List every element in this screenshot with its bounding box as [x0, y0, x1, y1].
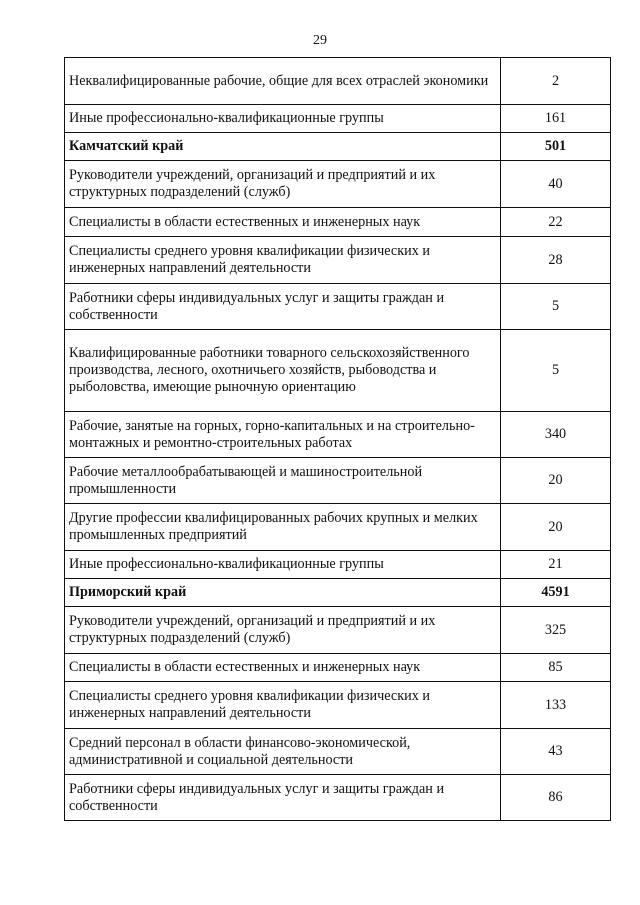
region-name: Приморский край: [65, 579, 501, 607]
count-value: 43: [501, 729, 611, 775]
occupation-group-label: Руководители учреждений, организаций и предприятий и их структурных подразделений (служб): [65, 161, 501, 208]
occupation-group-label: Рабочие металлообрабатывающей и машиностроительной промышленности: [65, 458, 501, 504]
table-row: [65, 504, 611, 551]
count-value: 28: [501, 237, 611, 284]
table-row: [65, 654, 611, 682]
count-value: 133: [501, 682, 611, 729]
data-table: [64, 57, 611, 821]
table-row: [65, 775, 611, 821]
count-value: 5: [501, 284, 611, 330]
occupation-group-label: Специалисты среднего уровня квалификации физических и инженерных направлений деятельности: [65, 682, 501, 729]
table-row: [65, 412, 611, 458]
occupation-group-label: Специалисты в области естественных и инженерных наук: [65, 654, 501, 682]
occupation-group-label: Иные профессионально-квалификационные группы: [65, 551, 501, 579]
table-row: [65, 607, 611, 654]
count-value: 40: [501, 161, 611, 208]
occupation-group-label: Работники сферы индивидуальных услуг и защиты граждан и собственности: [65, 775, 501, 821]
occupation-group-label: Квалифицированные работники товарного сельскохозяйственного производства, лесного, охотничьего хозяйств, рыбоводства и рыболовства, имеющие рыночную ориентацию: [65, 330, 501, 412]
occupation-group-label: Средний персонал в области финансово-экономической, административной и социальной деятельности: [65, 729, 501, 775]
region-row: [65, 579, 611, 607]
count-value: 86: [501, 775, 611, 821]
region-total-value: 4591: [501, 579, 611, 607]
count-value: 85: [501, 654, 611, 682]
table-row: [65, 729, 611, 775]
occupation-group-label: Другие профессии квалифицированных рабочих крупных и мелких промышленных предприятий: [65, 504, 501, 551]
table-row: [65, 458, 611, 504]
table-row: [65, 284, 611, 330]
table-row: [65, 237, 611, 284]
region-total-value: 501: [501, 133, 611, 161]
occupation-group-label: Специалисты среднего уровня квалификации физических и инженерных направлений деятельности: [65, 237, 501, 284]
count-value: 20: [501, 504, 611, 551]
occupation-group-label: Иные профессионально-квалификационные группы: [65, 105, 501, 133]
occupation-group-label: Рабочие, занятые на горных, горно-капитальных и на строительно-монтажных и ремонтно-строительных работах: [65, 412, 501, 458]
count-value: 340: [501, 412, 611, 458]
region-row: [65, 133, 611, 161]
count-value: 325: [501, 607, 611, 654]
table-row: [65, 161, 611, 208]
page-number: 29: [313, 33, 327, 48]
occupation-group-label: Неквалифицированные рабочие, общие для всех отраслей экономики: [65, 58, 501, 105]
count-value: 5: [501, 330, 611, 412]
count-value: 21: [501, 551, 611, 579]
table-row: [65, 551, 611, 579]
table-row: [65, 682, 611, 729]
table-row: [65, 208, 611, 237]
occupation-group-label: Руководители учреждений, организаций и предприятий и их структурных подразделений (служб): [65, 607, 501, 654]
region-name: Камчатский край: [65, 133, 501, 161]
occupation-group-label: Специалисты в области естественных и инженерных наук: [65, 208, 501, 237]
occupation-group-label: Работники сферы индивидуальных услуг и защиты граждан и собственности: [65, 284, 501, 330]
count-value: 2: [501, 58, 611, 105]
count-value: 22: [501, 208, 611, 237]
table-row: [65, 105, 611, 133]
count-value: 20: [501, 458, 611, 504]
count-value: 161: [501, 105, 611, 133]
table-row: [65, 330, 611, 412]
table-row: [65, 58, 611, 105]
